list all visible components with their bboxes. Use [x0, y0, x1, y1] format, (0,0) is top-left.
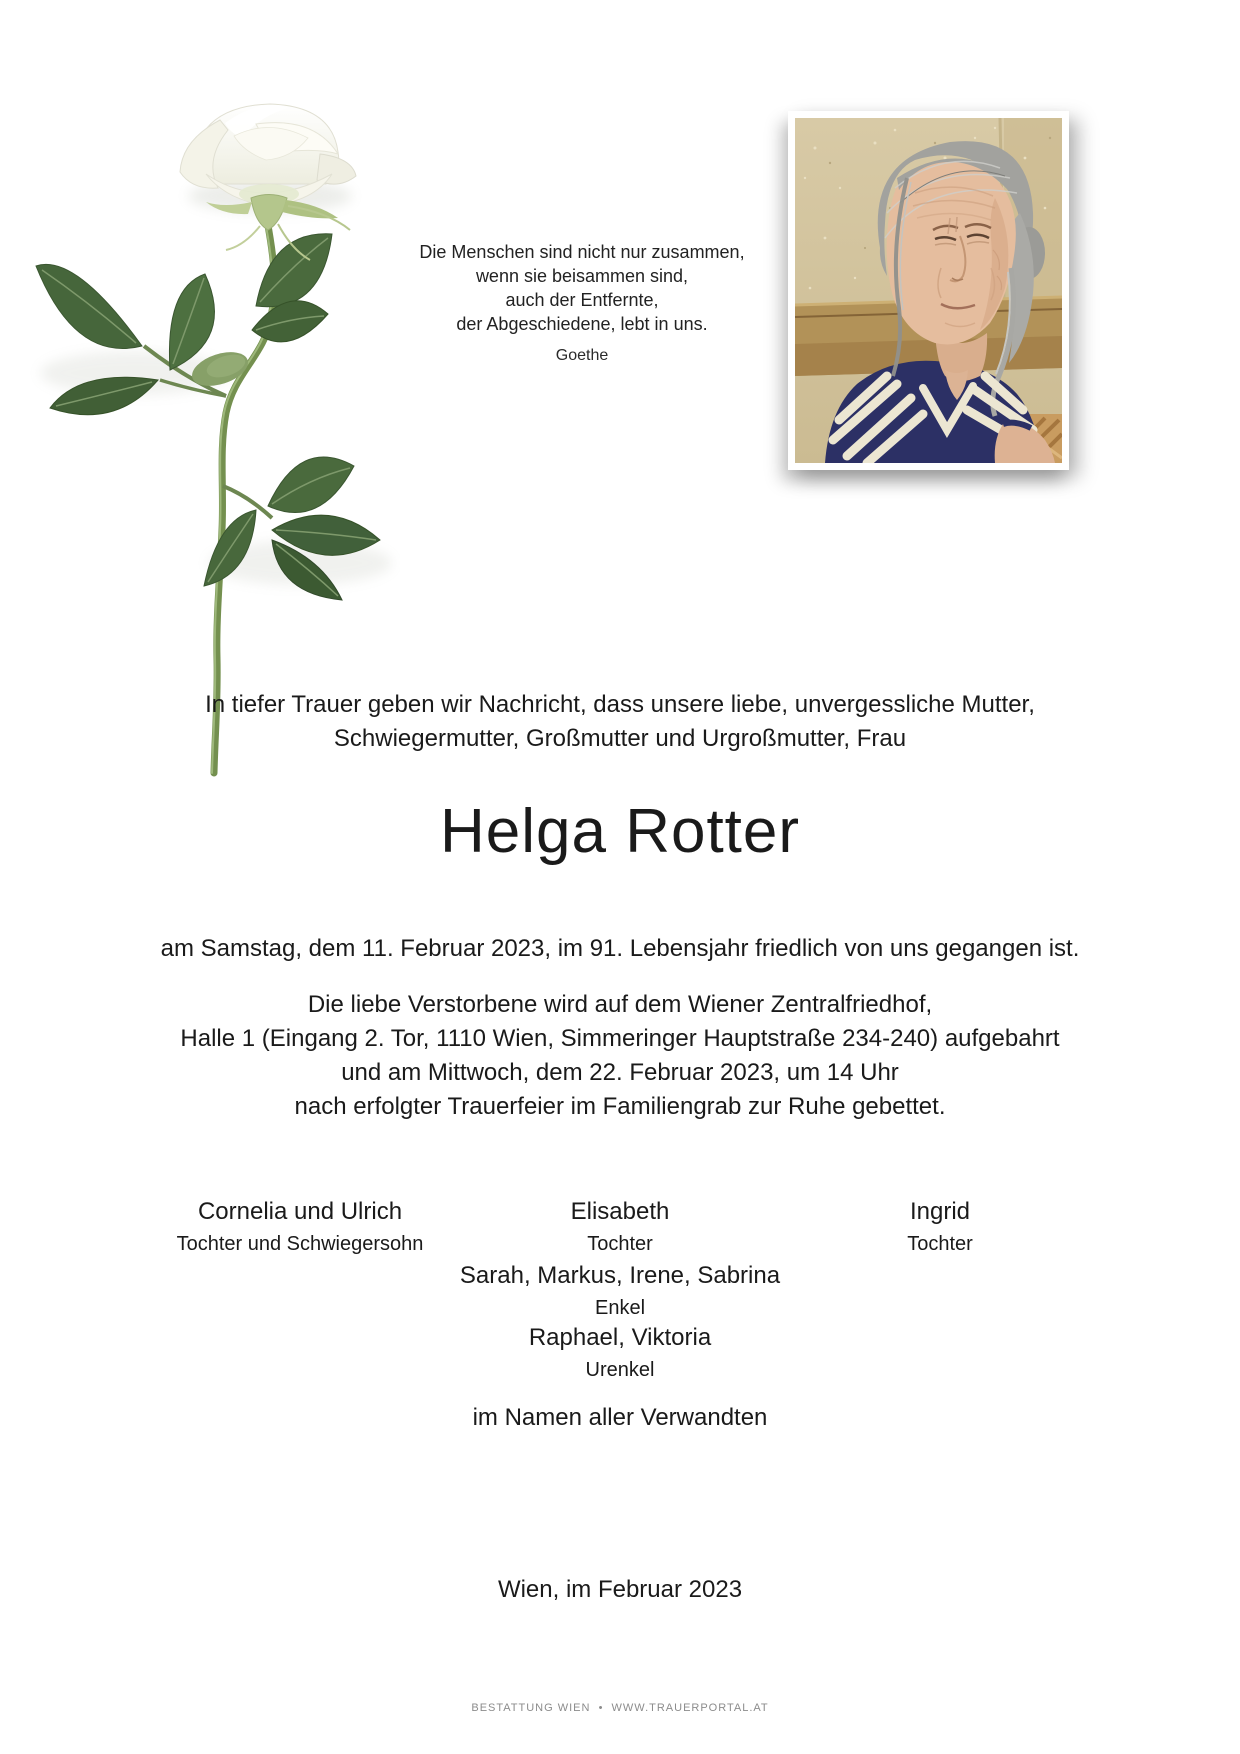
- white-rose-image: [20, 78, 400, 778]
- mourner-entry: [140, 1198, 460, 1256]
- mourner-names: Raphael, Viktoria: [528, 1324, 712, 1351]
- funeral-line: Die liebe Verstorbene wird auf dem Wiener Zentralfriedhof,: [307, 991, 933, 1018]
- mourner-names: Sarah, Markus, Irene, Sabrina: [459, 1262, 781, 1289]
- mourner-relation: Urenkel: [585, 1359, 655, 1381]
- closing-line: im Namen aller Verwandten: [472, 1404, 768, 1431]
- funeral-line: Halle 1 (Eingang 2. Tor, 1110 Wien, Simmeringer Hauptstraße 234-240) aufgebahrt: [180, 1025, 1060, 1052]
- mourner-relation: Enkel: [594, 1297, 646, 1319]
- mourner-entry-great-grandchildren: [0, 1324, 1240, 1382]
- portrait-photo: [788, 111, 1069, 470]
- mourner-entry-grandchildren: [0, 1262, 1240, 1320]
- quote-block: [382, 240, 782, 368]
- deceased-name: Helga Rotter: [439, 797, 801, 866]
- mourners-columns: [140, 1198, 1100, 1256]
- quote-line: wenn sie beisammen sind,: [475, 266, 689, 286]
- announcement-line: Schwiegermutter, Großmutter und Urgroßmutter, Frau: [333, 725, 907, 752]
- announcement-text: [0, 688, 1240, 756]
- mourner-names: Ingrid: [909, 1198, 971, 1225]
- quote-attribution: Goethe: [555, 347, 609, 364]
- mourner-relation: Tochter: [587, 1233, 653, 1255]
- announcement-line: In tiefer Trauer geben wir Nachricht, dass unsere liebe, unvergessliche Mutter,: [205, 691, 1035, 718]
- footer-text: BESTATTUNG WIEN • WWW.TRAUERPORTAL.AT: [471, 1702, 769, 1714]
- funeral-info: [0, 988, 1240, 1124]
- mourner-relation: Tochter und Schwiegersohn: [176, 1233, 424, 1255]
- quote-line: auch der Entfernte,: [505, 290, 659, 310]
- location-date: Wien, im Februar 2023: [497, 1576, 743, 1603]
- portrait-image: [795, 118, 1062, 463]
- funeral-line: und am Mittwoch, dem 22. Februar 2023, um 14 Uhr: [341, 1059, 899, 1086]
- mourner-relation: Tochter: [907, 1233, 973, 1255]
- mourner-names: Elisabeth: [570, 1198, 670, 1225]
- mourner-entry: [460, 1198, 780, 1256]
- quote-line: der Abgeschiedene, lebt in uns.: [456, 314, 708, 334]
- mourner-names: Cornelia und Ulrich: [197, 1198, 403, 1225]
- death-notice: am Samstag, dem 11. Februar 2023, im 91. Lebensjahr friedlich von uns gegangen ist.: [160, 935, 1080, 962]
- mourner-entry: [780, 1198, 1100, 1256]
- funeral-line: nach erfolgter Trauerfeier im Familiengrab zur Ruhe gebettet.: [294, 1093, 946, 1120]
- quote-line: Die Menschen sind nicht nur zusammen,: [419, 242, 745, 262]
